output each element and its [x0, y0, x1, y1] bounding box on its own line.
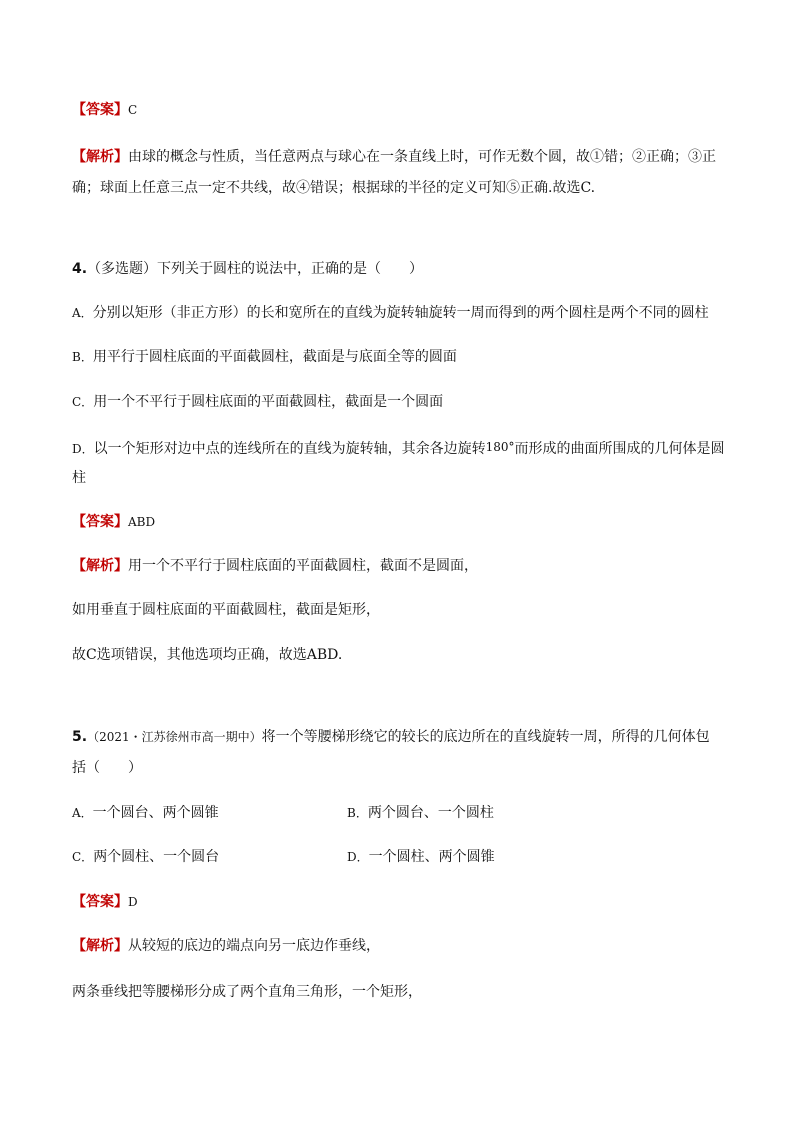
- q5-option-a: [72, 803, 219, 823]
- option-text: 用一个不平行于圆柱底面的平面截圆柱，截面是一个圆面: [93, 394, 444, 410]
- option-text: 一个圆柱、两个圆锥: [368, 849, 495, 865]
- q4-option-d: [72, 437, 725, 459]
- q5-stem: [72, 727, 710, 747]
- q5-option-d: [347, 847, 495, 867]
- option-text-after: 而形成的曲面所围成的几何体是圆: [514, 441, 725, 457]
- option-letter: B．: [347, 806, 368, 820]
- option-text: 一个圆台、两个圆锥: [92, 805, 219, 821]
- q3-explain-line1: [72, 147, 716, 167]
- option-text: 两个圆台、一个圆柱: [367, 805, 494, 821]
- option-text: 分别以矩形（非正方形）的长和宽所在的直线为旋转轴旋转一周而得到的两个圆柱是两个不同的圆柱: [92, 305, 709, 321]
- q4-option-b: [72, 347, 457, 367]
- explain-text: 用一个不平行于圆柱底面的平面截圆柱，截面不是圆面，: [128, 558, 478, 574]
- q4-explain-line3: 故C选项错误，其他选项均正确，故选ABD.: [72, 647, 343, 663]
- option-letter: A．: [72, 306, 93, 320]
- q3-answer: [72, 100, 137, 120]
- answer-value: C: [128, 103, 138, 117]
- q4-explain-line1: [72, 556, 478, 576]
- question-number: 4.: [72, 261, 88, 277]
- q5-option-c: [72, 847, 219, 867]
- option-text: 以一个矩形对边中点的连线所在的直线为旋转轴，其余各边旋转: [93, 441, 486, 457]
- q4-option-c: [72, 392, 443, 412]
- explain-tag: 【解析】: [72, 938, 128, 954]
- question-text: 将一个等腰梯形绕它的较长的底边所在的直线旋转一周，所得的几何体包: [261, 729, 710, 745]
- answer-tag: 【答案】: [72, 894, 128, 910]
- q4-option-a: [72, 303, 709, 323]
- q5-explain-line2: 两条垂线把等腰梯形分成了两个直角三角形，一个矩形，: [72, 984, 422, 1000]
- q5-answer: [72, 892, 138, 912]
- explain-text: 从较短的底边的端点向另一底边作垂线，: [128, 938, 380, 954]
- option-letter: D．: [72, 442, 94, 456]
- option-letter: C．: [72, 395, 94, 409]
- option-letter: B．: [72, 350, 93, 364]
- q5-explain-line1: [72, 936, 380, 956]
- q4-answer: [72, 512, 155, 532]
- option-letter: C．: [72, 850, 94, 864]
- option-letter: A．: [72, 806, 93, 820]
- q4-option-d-line2: 柱: [72, 470, 86, 486]
- question-number: 5.: [72, 729, 88, 745]
- q4-stem: [72, 259, 423, 279]
- explain-tag: 【解析】: [72, 558, 128, 574]
- option-angle: 180°: [485, 440, 515, 454]
- question-source: （2021・江苏徐州市高一期中）: [87, 730, 262, 744]
- q5-option-b: [347, 803, 494, 823]
- option-text: 用平行于圆柱底面的平面截圆柱，截面是与底面全等的圆面: [92, 349, 457, 365]
- answer-tag: 【答案】: [72, 102, 128, 118]
- q5-stem-line2: 括（ ）: [72, 760, 142, 776]
- q4-explain-line2: 如用垂直于圆柱底面的平面截圆柱，截面是矩形，: [72, 602, 380, 618]
- option-text: 两个圆柱、一个圆台: [93, 849, 220, 865]
- option-letter: D．: [347, 850, 369, 864]
- q3-explain-line2: 确；球面上任意三点一定不共线，故④错误；根据球的半径的定义可知⑤正确.故选C.: [72, 180, 596, 196]
- explain-tag: 【解析】: [72, 149, 128, 165]
- explain-text: 由球的概念与性质，当任意两点与球心在一条直线上时，可作无数个圆，故①错；②正确；③正: [128, 149, 716, 165]
- answer-value: D: [128, 895, 138, 909]
- question-text: （多选题）下列关于圆柱的说法中，正确的是（ ）: [87, 261, 424, 277]
- answer-value: ABD: [128, 515, 156, 529]
- answer-tag: 【答案】: [72, 514, 128, 530]
